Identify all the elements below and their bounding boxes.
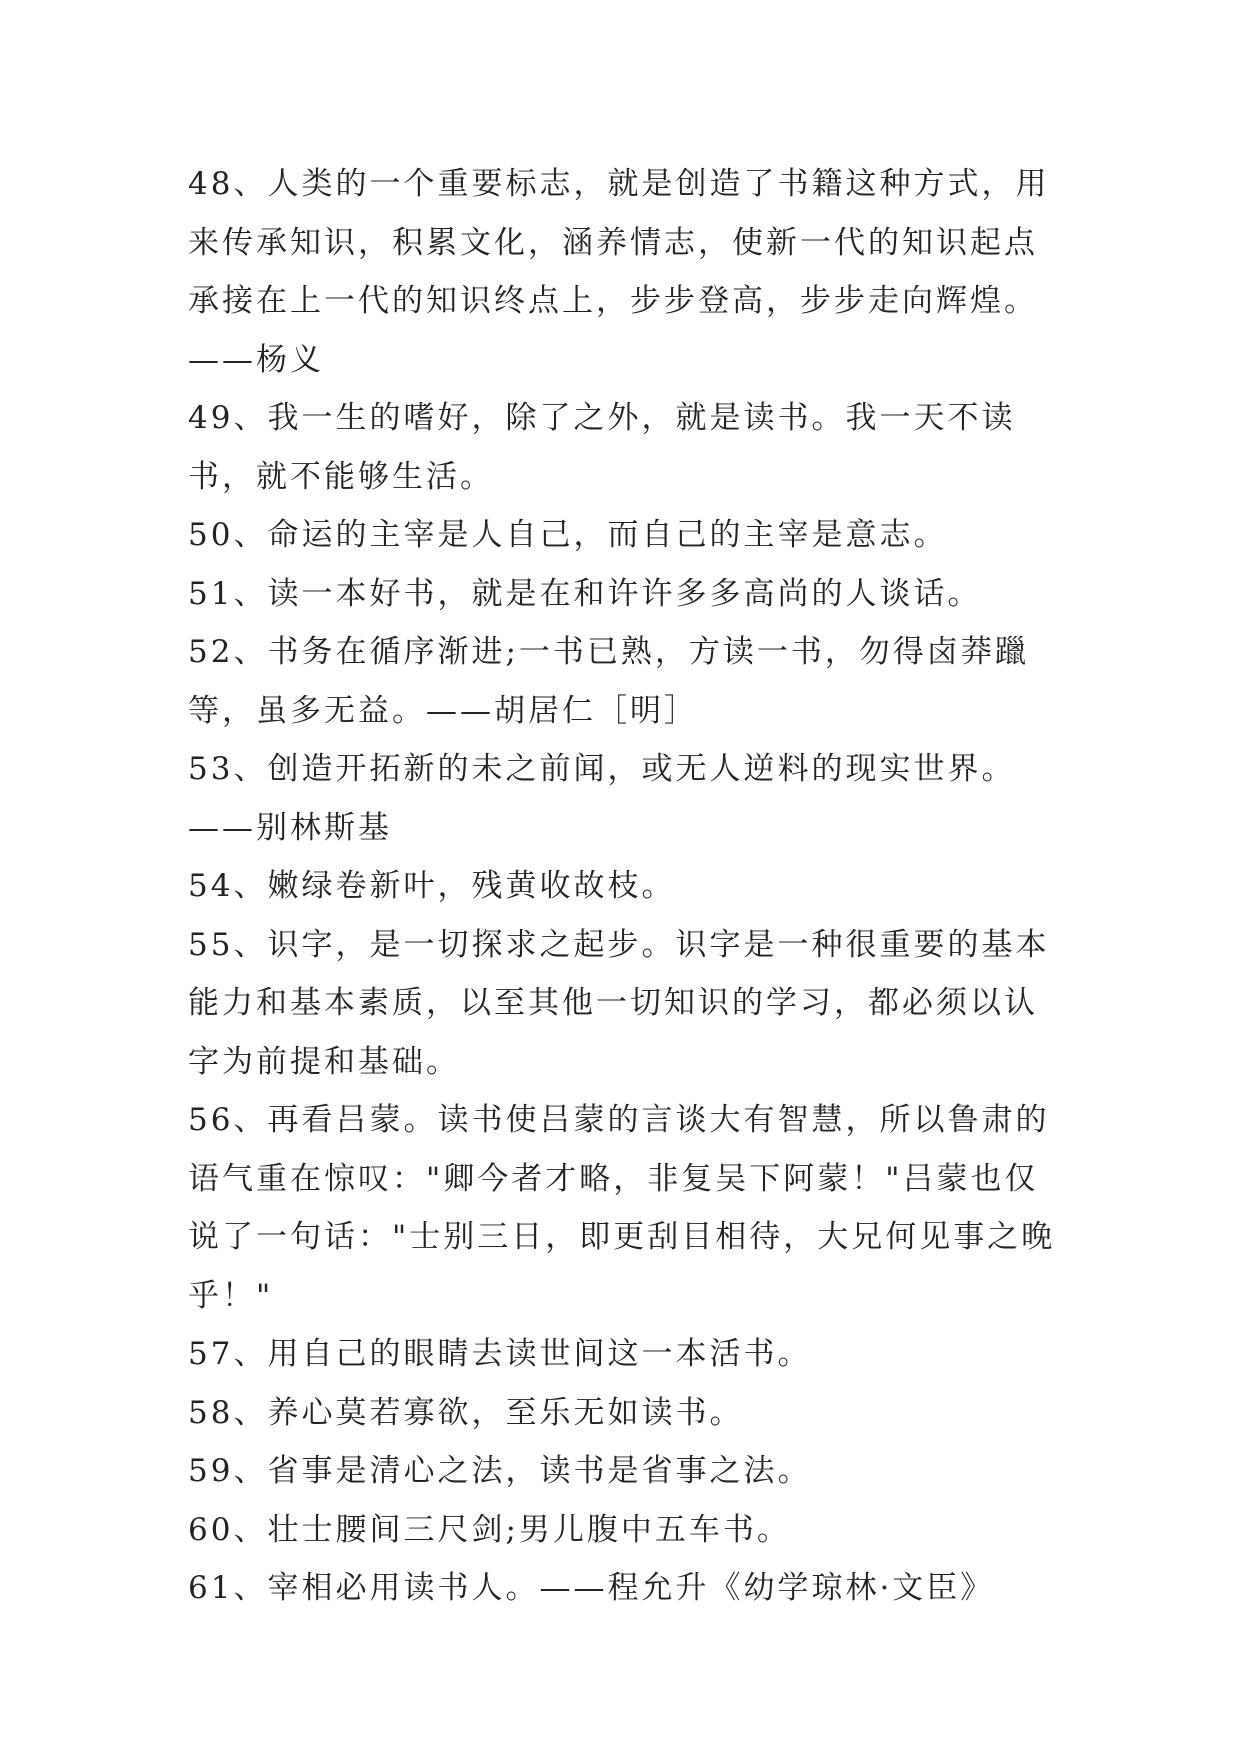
quote-item-50: 50、命运的主宰是人自己，而自己的主宰是意志。	[188, 517, 948, 553]
quote-item-58: 58、养心莫若寡欲，至乐无如读书。	[188, 1394, 744, 1431]
quote-item-59: 59、省事是清心之法，读书是省事之法。	[188, 1453, 812, 1489]
quote-item-60: 60、壮士腰间三尺剑;男儿腹中五车书。	[188, 1511, 791, 1548]
quote-item-49: 49、我一生的嗜好，除了之外，就是读书。我一天不读书，就不能够生活。	[188, 400, 1016, 495]
quote-item-57: 57、用自己的眼睛去读世间这一本活书。	[188, 1336, 812, 1372]
quote-item-53: 53、创造开拓新的未之前闻，或无人逆料的现实世界。——别林斯基	[188, 751, 1016, 846]
quote-item-48: 48、人类的一个重要标志，就是创造了书籍这种方式，用来传承知识，积累文化，涵养情志，使新一代的知识起点承接在上一代的知识终点上，步步登高，步步走向辉煌。——杨义	[188, 166, 1050, 378]
quote-item-54: 54、嫩绿卷新叶，残黄收故枝。	[188, 868, 676, 904]
quote-item-52: 52、书务在循序渐进;一书已熟，方读一书，勿得卤莽躐等，虽多无益。——胡居仁［明］	[188, 634, 1029, 729]
quote-item-51: 51、读一本好书，就是在和许许多多高尚的人谈话。	[188, 575, 982, 612]
quote-item-55: 55、识字，是一切探求之起步。识字是一种很重要的基本能力和基本素质，以至其他一切知识的学习，都必须以认字为前提和基础。	[188, 926, 1050, 1080]
quote-item-56: 56、再看吕蒙。读书使吕蒙的言谈大有智慧，所以鲁肃的语气重在惊叹："卿今者才略，非复吴下阿蒙！"吕蒙也仅说了一句话："士别三日，即更刮目相待，大兄何见事之晚乎！"	[188, 1102, 1056, 1314]
quote-item-61: 61、宰相必用读书人。——程允升《幼学琼林·文臣》	[188, 1570, 995, 1606]
document-body	[188, 155, 1068, 1618]
